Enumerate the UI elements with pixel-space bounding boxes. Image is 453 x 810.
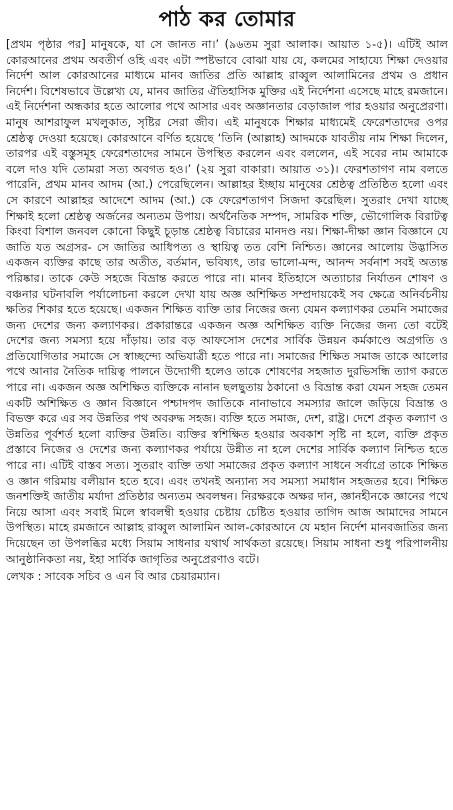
continuation-marker: [প্রথম পৃষ্ঠার পর] — [6, 38, 86, 51]
article-body-text: মানুষকে, যা সে জানত না।’ (৯৬তম সুরা আলাক। আয়াত ১-৫)। এটিই আল কোরআনের প্রথম অবতীর্ণ ওহি এবং এটা স্পষ্টভাবে বোঝা যায় যে, কলমের সাহায্যে শিক্ষা দেওয়ার নির্দেশ আল কোরআনের মাধ্যমে মানব জাতির প্রতি আল্লাহ রাব্বুল আলামিনের প্রথম ও প্রধান নির্দেশ। বিশেষভাবে উল্লেখ্য যে, মানব জাতির ঐতিহাসিক মুক্তির এই নির্দেশনা এসেছে মাহে রমজানে। এই নির্দেশনা অন্ধকার হতে আলোর পথে আসার এবং অজ্ঞানতার বেড়াজাল পার হওয়ার অনুপ্রেরণা। মানুষ আশরাফুল মখলুকাত, সৃষ্টির সেরা জীব। এই মানুষকে শিক্ষার মাধ্যমেই ফেরেশতাদের ওপর শ্রেষ্ঠত্ব দেওয়া হয়েছে। কোরআনে বর্ণিত হয়েছে ‘তিনি (আল্লাহ) আদমকে যাবতীয় নাম শিক্ষা দিলেন, তারপর এই বস্তুসমূহ ফেরেশতাদের সামনে উপস্থিত করলেন এবং বললেন, এই সবের নাম আমাকে বলে দাও যদি তোমরা সত্য অবগত হও।’ (২য় সুরা বাকারা। আয়াত ৩১)। ফেরশতাগণ নাম বলতে পারেনি, প্রথম মানব আদম (আ.) পেরেছিলেন। আল্লাহর ইচ্ছায় মানুষের শ্রেষ্ঠত্ব প্রতিষ্ঠিত হলো এবং সে কারণে আল্লাহর আদেশে আদম (আ.) কে ফেরেশতাগণ সিজদা করেছিল। সুতরাং দেখা যাচ্ছে শিক্ষাই হলো শ্রেষ্ঠত্ব অর্জনের অন্যতম উপায়। অর্থনৈতিক সম্পদ, সামরিক শক্তি, ভৌগোলিক বিরাটত্ব কিংবা বিশাল জনবল কোনো কিছুই চূড়ান্ত শ্রেষ্ঠত্ব বিচারের মানদণ্ড নয়। শিক্ষা-দীক্ষা জ্ঞান বিজ্ঞানে যে জাতি যত অগ্রসর- সে জাতির আধিপত্য ও স্থায়িত্ব তত বেশি নিশ্চিত। জ্ঞানের আলোয় উদ্ভাসিত একজন ব্যক্তির কাছে তার অতীত, বর্তমান, ভবিষ্যৎ, তার ভালো-মন্দ, আনন্দ সর্বনাশ সবই অত্যন্ত পরিষ্কার। তাকে কেউ সহজে বিভ্রান্ত করতে পারে না। মানব ইতিহাসে অত্যাচার নির্যাতন শোষণ ও বঞ্চনার ঘটনাবলি পর্যালোচনা করলে দেখা যায় অজ্ঞ অশিক্ষিত সম্প্রদায়কেই সব ক্ষেত্রে অনির্বচনীয় ক্ষতির শিকার হতে হয়েছে। একজন শিক্ষিত ব্যক্তি তার নিজের জন্য যেমন কল্যাণকর তেমনি সমাজের জন্য দেশের জন্য কল্যাণকর। প্রকারান্তরে একজন অজ্ঞ অশিক্ষিত ব্যক্তি নিজের জন্য তো বটেই দেশের জন্য সমস্যা হয়ে দাঁড়ায়। তার বড় আফসোস দেশের সার্বিক উন্নয়ন কর্মকাণ্ডে অগ্রগতি ও প্রতিযোগিতার সমাজে সে স্বাচ্ছন্দ্যে অভিযাত্রী হতে পারে না। সমাজের শিক্ষিত সমাজ তাকে আলোর পথে আনার নৈতিক দায়িত্ব পালনে উদ্যোগী হলেও তাকে শোষণের সহজাত দুরভিসন্ধি ত্যাগ করতে পারে না। একজন অজ্ঞ অশিক্ষিত ব্যক্তিকে নানান ছলছুতায় ঠকানো ও বিভ্রান্ত করা যেমন সহজ তেমন একটি অশিক্ষিত ও জ্ঞান বিজ্ঞানে পশ্চাদপদ জাতিকে নানাভাবে সমস্যার জালে জড়িয়ে বিভ্রান্ত ও বিভক্ত করে এর সব উন্নতির পথ অবরুদ্ধ সহজ। ব্যক্তি হতে সমাজ, দেশ, রাষ্ট্র। দেশে প্রকৃত কল্যাণ ও উন্নতির পূর্বশর্ত হলো ব্যক্তির উন্নতি। ব্যক্তির স্বশিক্ষিত হওয়ার অবকাশ সৃষ্টি না হলে, ব্যক্তি প্রকৃত প্রস্তাবে নিজের ও দেশের জন্য কল্যাণকর পর্যায়ে উন্নীত না হলে দেশের সার্বিক কল্যাণ নিশ্চিত হতে পারে না। এটিই বাস্তব সত্য। সুতরাং ব্যক্তি তথা সমাজের প্রকৃত কল্যাণ সাধনে সর্বাগ্রে তাকে শিক্ষিত ও জ্ঞান গরিমায় বলীয়ান হতে হবে। এবং তখনই অন্যান্য সব সমস্যা সমাধান সহজতর হবে। শিক্ষিত জনশক্তিই জাতীয় মর্যাদা প্রতিষ্ঠার অন্যতম অবলম্বন। নিরক্ষরকে অক্ষর দান, জ্ঞানহীনকে জ্ঞানের পথে নিয়ে আসা এবং সবাই মিলে স্বাবলম্বী হওয়ার চেষ্টায় চেষ্টিত হওয়ার তাগিদ আজ আমাদের সামনে উপস্থিত। মাহে রমজানে আল্লাহ রাব্বুল আলামিন আল-কোরআনে যে মহান নির্দেশ মানবজাতির জন্য দিয়েছেন তা উপলব্ধির মধ্যে সিয়াম সাধনার যথার্থ সার্থকতা রয়েছে। সিয়াম সাধনা শুধু পরিপালনীয় আনুষ্ঠানিকতা নয়, ইহা সার্বিক জাগৃতির অনুপ্রেরণাও বটে। — [6, 38, 448, 566]
article-title: পাঠ কর তোমার — [158, 7, 296, 31]
article-body — [6, 37, 448, 567]
author-byline: লেখক : সাবেক সচিব ও এন বি আর চেয়ারম্যান। — [6, 570, 221, 584]
